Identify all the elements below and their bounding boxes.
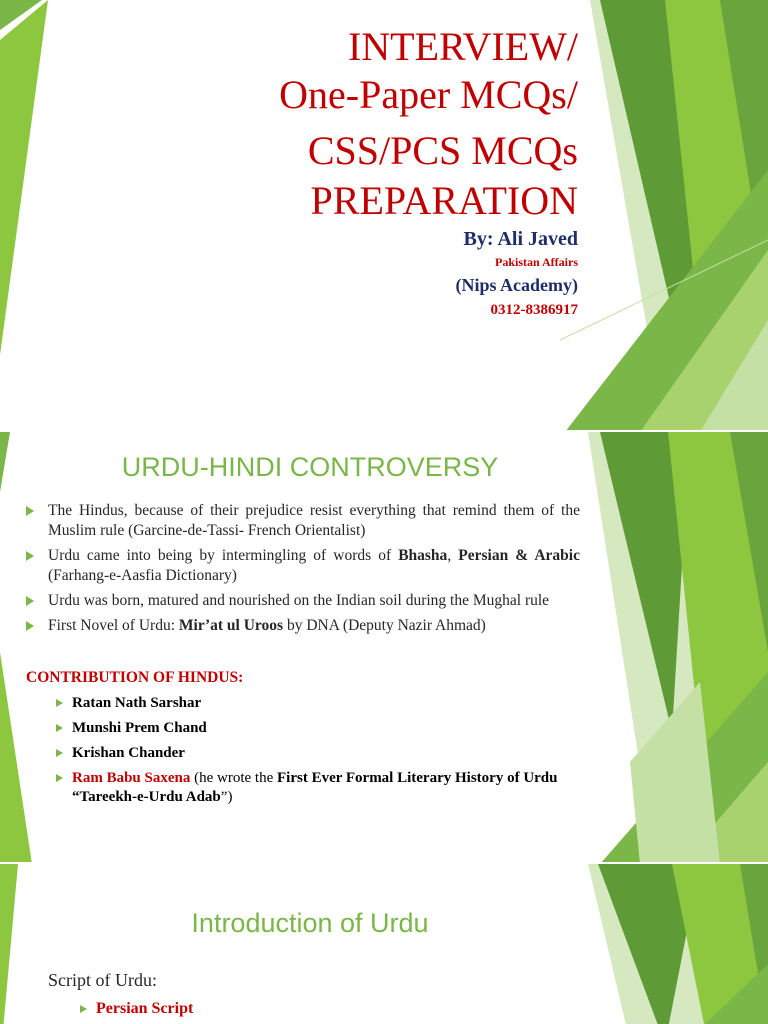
- author-name: By: Ali Javed: [463, 228, 578, 250]
- list-item: First Novel of Urdu: Mir’at ul Uroos by DNA (Deputy Nazir Ahmad): [24, 616, 580, 636]
- sub-bullet-list: [54, 694, 580, 813]
- list-item: Krishan Chander: [54, 744, 580, 763]
- arrow-bullet-icon: [26, 551, 34, 561]
- script-label: Script of Urdu:: [48, 970, 157, 990]
- list-item: The Hindus, because of their prejudice resist everything that remind them of the Muslim rule (Garcine-de-Tassi- French Orientalist): [24, 501, 580, 541]
- content-slide-introduction: [0, 864, 768, 1024]
- slide-title: URDU-HINDI CONTROVERSY: [121, 452, 499, 482]
- slide-title: Introduction of Urdu: [191, 908, 429, 938]
- arrow-bullet-icon: [26, 621, 34, 631]
- title-line-1: INTERVIEW/: [347, 24, 578, 69]
- academy-name: (Nips Academy): [455, 275, 578, 295]
- arrow-bullet-icon: [80, 1005, 87, 1013]
- subject-label: Pakistan Affairs: [494, 255, 578, 269]
- arrow-bullet-icon: [26, 596, 34, 606]
- title-line-2: One-Paper MCQs/: [279, 72, 578, 117]
- bullet-list: [24, 501, 580, 641]
- arrow-bullet-icon: [56, 699, 63, 707]
- list-item: Ratan Nath Sarshar: [54, 694, 580, 713]
- list-item: Persian Script: [78, 1000, 193, 1018]
- list-item: Urdu was born, matured and nourished on the Indian soil during the Mughal rule: [24, 591, 580, 611]
- phone-number: 0312-8386917: [490, 302, 578, 318]
- title-line-3: CSS/PCS MCQs: [307, 128, 578, 173]
- list-item: Ram Babu Saxena (he wrote the First Ever Formal Literary History of Urdu “Tareekh-e-Urdu Adab”): [54, 769, 580, 807]
- arrow-bullet-icon: [56, 774, 63, 782]
- arrow-bullet-icon: [56, 749, 63, 757]
- arrow-bullet-icon: [26, 506, 34, 516]
- section-heading: CONTRIBUTION OF HINDUS:: [26, 669, 244, 686]
- content-slide-controversy: [0, 432, 768, 864]
- list-item: Urdu came into being by intermingling of words of Bhasha, Persian & Arabic (Farhang-e-Aasfia Dictionary): [24, 546, 580, 586]
- title-slide: [0, 0, 768, 432]
- list-item: Munshi Prem Chand: [54, 719, 580, 738]
- arrow-bullet-icon: [56, 724, 63, 732]
- title-line-4: PREPARATION: [310, 178, 578, 223]
